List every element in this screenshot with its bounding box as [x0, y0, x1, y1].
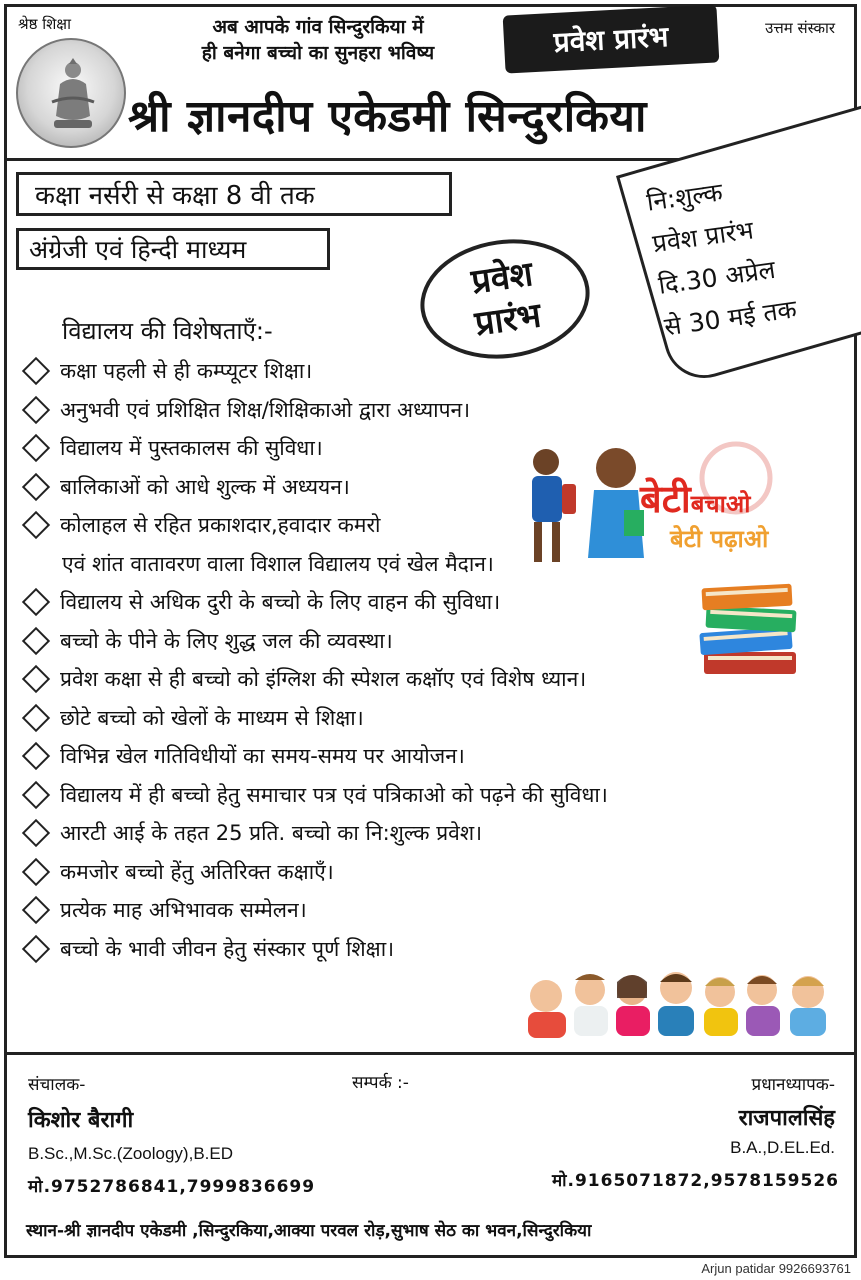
- feature-item: प्रवेश कक्षा से ही बच्चो को इंग्लिश की स्पेशल कक्षॉए एवं विशेष ध्यान।: [24, 660, 608, 699]
- principal-phone: मो.9165071872,9578159526: [551, 1171, 839, 1191]
- diamond-bullet-icon: [22, 742, 50, 770]
- feature-item: छोटे बच्चो को खेलों के माध्यम से शिक्षा।: [24, 699, 608, 738]
- diamond-bullet-icon: [22, 473, 50, 501]
- feature-item: बच्चो के भावी जीवन हेतु संस्कार पूर्ण शिक्षा।: [24, 930, 608, 969]
- diamond-bullet-icon: [22, 396, 50, 424]
- slogan-line-1: अब आपके गांव सिन्दुरकिया में: [212, 16, 424, 38]
- feature-item: बालिकाओं को आधे शुल्क में अध्ययन।: [24, 468, 608, 507]
- contact-label: सम्पर्क :-: [352, 1073, 409, 1093]
- beti-word: बेटी: [640, 477, 691, 521]
- children-illustration: [520, 960, 840, 1046]
- feature-item: विद्यालय में ही बच्चो हेतु समाचार पत्र एवं पत्रिकाओ को पढ़ने की सुविधा।: [24, 776, 608, 815]
- books-stack-icon: [694, 582, 804, 678]
- tagline-right: उत्तम संस्कार: [765, 19, 835, 37]
- free-line-3: दि.30 अप्रेल: [656, 254, 778, 300]
- girl-figure-1: [532, 449, 576, 562]
- slogan: [148, 14, 488, 66]
- director-name: किशोर बैरागी: [28, 1108, 134, 1133]
- feature-item: बच्चो के पीने के लिए शुद्ध जल की व्यवस्था।: [24, 622, 608, 661]
- feature-item: आरटी आई के तहत 25 प्रति. बच्चो का नि:शुल्क प्रवेश।: [24, 814, 608, 853]
- features-list: [24, 352, 608, 968]
- diamond-bullet-icon: [22, 665, 50, 693]
- diamond-bullet-icon: [22, 896, 50, 924]
- school-address: स्थान-श्री ज्ञानदीप एकेडमी ,सिन्दुरकिया,आक्या परवल रोड़,सुभाष सेठ का भवन,सिन्दुरकिया: [26, 1221, 592, 1241]
- feature-item-continued: एवं शांत वातावरण वाला विशाल विद्यालय एवं खेल मैदान।: [62, 551, 494, 576]
- saraswati-emblem-icon: [16, 38, 126, 148]
- bachao-word: बचाओ: [690, 490, 751, 518]
- medium-box: अंग्रेजी एवं हिन्दी माध्यम: [16, 228, 330, 270]
- principal-qualification: B.A.,D.EL.Ed.: [730, 1138, 835, 1157]
- beti-padhao-text: बेटी पढ़ाओ: [670, 525, 769, 553]
- diamond-bullet-icon: [22, 627, 50, 655]
- beti-bachao-text: [640, 472, 750, 524]
- footer-divider: [4, 1052, 857, 1055]
- free-admission-text: [644, 163, 799, 348]
- class-range-box: कक्षा नर्सरी से कक्षा 8 वी तक: [16, 172, 452, 216]
- director-label: संचालक-: [28, 1075, 86, 1095]
- diamond-bullet-icon: [22, 588, 50, 616]
- designer-credit: Arjun patidar 9926693761: [701, 1261, 851, 1276]
- diamond-bullet-icon: [22, 511, 50, 539]
- principal-name: राजपालसिंह: [738, 1106, 835, 1131]
- diamond-bullet-icon: [22, 858, 50, 886]
- stamp-line-2: प्रारंभ: [472, 295, 544, 345]
- free-line-2: प्रवेश प्रारंभ: [650, 215, 756, 259]
- director-phone: मो.9752786841,7999836699: [28, 1177, 316, 1197]
- director-qualification: B.Sc.,M.Sc.(Zoology),B.ED: [28, 1144, 233, 1163]
- stamp-line-1: प्रवेश: [468, 254, 536, 303]
- tagline-left: श्रेष्ठ शिक्षा: [18, 15, 71, 33]
- feature-item: विद्यालय से अधिक दुरी के बच्चो के लिए वाहन की सुविधा।: [24, 583, 608, 622]
- principal-label: प्रधानध्यापक-: [751, 1075, 835, 1095]
- admission-banner: प्रवेश प्रारंभ: [503, 4, 720, 73]
- feature-item: विद्यालय में पुस्तकालस की सुविधा।: [24, 429, 608, 468]
- diamond-bullet-icon: [22, 781, 50, 809]
- slogan-line-2: ही बनेगा बच्चो का सुनहरा भविष्य: [201, 42, 435, 64]
- diamond-bullet-icon: [22, 819, 50, 847]
- feature-item: प्रत्येक माह अभिभावक सम्मेलन।: [24, 891, 608, 930]
- diamond-bullet-icon: [22, 357, 50, 385]
- feature-item: विभिन्न खेल गतिविधीयों का समय-समय पर आयोजन।: [24, 737, 608, 776]
- school-name: श्री ज्ञानदीप एकेडमी सिन्दुरकिया: [128, 91, 647, 142]
- feature-item: कक्षा पहली से ही कम्प्यूटर शिक्षा।: [24, 352, 608, 391]
- diamond-bullet-icon: [22, 704, 50, 732]
- feature-item: कमजोर बच्चो हेंतु अतिरिक्त कक्षाएँ।: [24, 853, 608, 892]
- free-line-4: से 30 मई तक: [662, 294, 799, 342]
- free-line-1: नि:शुल्क: [644, 177, 725, 217]
- diamond-bullet-icon: [22, 935, 50, 963]
- features-title: विद्यालय की विशेषताएँ:-: [62, 317, 273, 345]
- girl-figure-2: [588, 448, 644, 558]
- feature-item: अनुभवी एवं प्रशिक्षित शिक्ष/शिक्षिकाओ द्वारा अध्यापन।: [24, 391, 608, 430]
- feature-item: कोलाहल से रहित प्रकाशदार,हवादार कमरो: [24, 506, 608, 545]
- diamond-bullet-icon: [22, 434, 50, 462]
